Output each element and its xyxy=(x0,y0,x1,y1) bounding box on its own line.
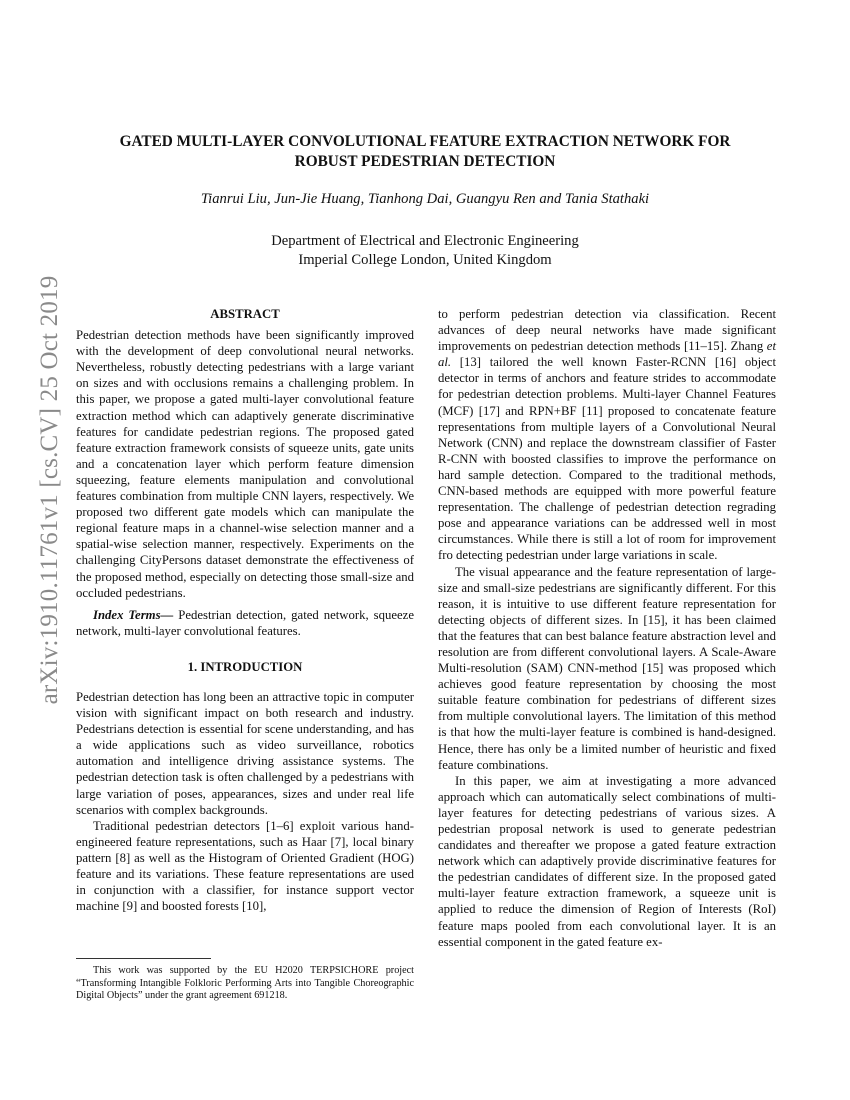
left-column xyxy=(76,306,414,914)
title-line-1: GATED MULTI-LAYER CONVOLUTIONAL FEATURE EXTRACTION NETWORK FOR xyxy=(119,133,731,150)
footnote-rule xyxy=(76,958,211,959)
intro-p3-part2: [13] tailored the well known Faster-RCNN [16] object detector in terms of anchors and feature strides to accommodate for pedestrian detection problems. Multi-layer Channel Features (MCF) [17] and RPN+BF [11] proposed to concatenate feature representations from multiple layers of a Convolutional Neural Network (CNN) and replace the downstream classifier of Faster R-CNN with boosted classifies to improve the performance on hard sample detection. Compared to the traditional methods, CNN-based methods are equipped with more powerful feature representation. The challenge of pedestrian detection regrading pose and appearance variations can be addressed well in most circumstances. While there is still a lot of room for improvement fro detecting pedestrian under large variations in scale. xyxy=(438,355,776,563)
author-list: Tianrui Liu, Jun-Jie Huang, Tianhong Dai, Guangyu Ren and Tania Stathaki xyxy=(200,191,650,207)
introduction-heading: 1. INTRODUCTION xyxy=(187,659,303,674)
intro-paragraph-2: Traditional pedestrian detectors [1–6] exploit various hand-engineered feature representations, such as Haar [7], local binary pattern [8] as well as the Histogram of Oriented Gradient (HOG) feature and its variations. These feature representations are used in conjunction with a classifier, for instance support vector machine [9] and boosted forests [10], xyxy=(76,818,414,914)
intro-paragraph-1: Pedestrian detection has long been an attractive topic in computer vision with significant impact on both research and industry. Pedestrians detection is essential for scene understanding, and has a wide applications such as video surveillance, robotics automation and intelligence driving assistance systems. The pedestrian detection task is often challenged by a pedestrians with large variation of poses, appearances, sizes and under real life scenarios with complex backgrounds. xyxy=(76,689,414,817)
intro-paragraph-4: The visual appearance and the feature representation of large-size and small-size pedestrians are significantly different. For this reason, it is intuitive to use different feature representation for detecting objects of different sizes. In [15], it has been claimed that the features that can best balance feature abstraction level and resolution are from different convolutional layers. A Scale-Aware Multi-resolution (SAM) CNN-method [15] was proposed which achieves good feature representation by choosing the most suitable feature combination for pedestrians of different sizes from multiple convolutional layers. The limitation of this method is that how the multi-layer feature is combined is hand-designed. Hence, there has only be a limited number of heuristic and fixed feature combinations. xyxy=(438,564,776,772)
footnote-text: This work was supported by the EU H2020 TERPSICHORE project “Transforming Intangible Folkloric Performing Arts into Tangible Choreographic Digital Objects” under the grant agreement 691218. xyxy=(76,965,414,1002)
title-line-2: ROBUST PEDESTRIAN DETECTION xyxy=(294,153,556,170)
affiliation-line-2: Imperial College London, United Kingdom xyxy=(298,252,552,268)
right-column xyxy=(438,306,776,950)
affiliation-line-1: Department of Electrical and Electronic Engineering xyxy=(271,233,579,249)
arxiv-identifier-text: arXiv:1910.11761v1 [cs.CV] 25 Oct 2019 xyxy=(36,275,63,705)
abstract-text: Pedestrian detection methods have been significantly improved with the development of deep convolutional neural networks. Nevertheless, robustly detecting pedestrians with a large variant on sizes and with occlusions remains a challenging problem. In this paper, we propose a gated multi-layer convolutional feature extraction method which can adaptively generate discriminative features for candidate pedestrian regions. The proposed gated feature extraction framework consists of squeeze units, gate units and a concatenation layer which perform feature dimension squeezing, feature elements manipulation and convolutional features combination from multiple CNN layers, respectively. We proposed two different gate models which can manipulate the regional feature maps in a channel-wise selection manner and a spatial-wise selection manner, respectively. Experiments on the challenging CityPersons dataset demonstrate the effectiveness of the proposed method, especially on detecting those small-size and occluded pedestrians. xyxy=(76,328,414,600)
paper-title xyxy=(60,132,790,172)
footnote xyxy=(76,958,414,1003)
index-terms-label: Index Terms— xyxy=(93,607,174,622)
abstract-heading: ABSTRACT xyxy=(210,307,280,321)
intro-paragraph-5: In this paper, we aim at investigating a more advanced approach which can automatically select combinations of multi-layer features for detecting pedestrians of various sizes. A pedestrian proposal network is used to generate pedestrian candidates and thereafter we propose a gated feature extraction network which can adaptively provide discriminative features for the pedestrian candidates of different size. In the proposed gated multi-layer feature extraction framework, a squeeze unit is applied to reduce the dimension of Region of Interests (RoI) feature maps pooled from each convolutional layer. It is an essential component in the gated feature ex- xyxy=(438,773,776,949)
affiliation xyxy=(60,232,790,270)
index-terms-text: Pedestrian detection, gated network, squeeze network, multi-layer convolutional features. xyxy=(76,607,414,638)
intro-p3-etal: et al. xyxy=(438,339,776,370)
index-terms xyxy=(76,607,414,639)
intro-p3-part1: to perform pedestrian detection via classification. Recent advances of deep neural networks have made significant improvements on pedestrian detection methods [11–15]. Zhang xyxy=(438,307,776,354)
intro-paragraph-3 xyxy=(438,306,776,564)
arxiv-identifier xyxy=(36,275,64,705)
